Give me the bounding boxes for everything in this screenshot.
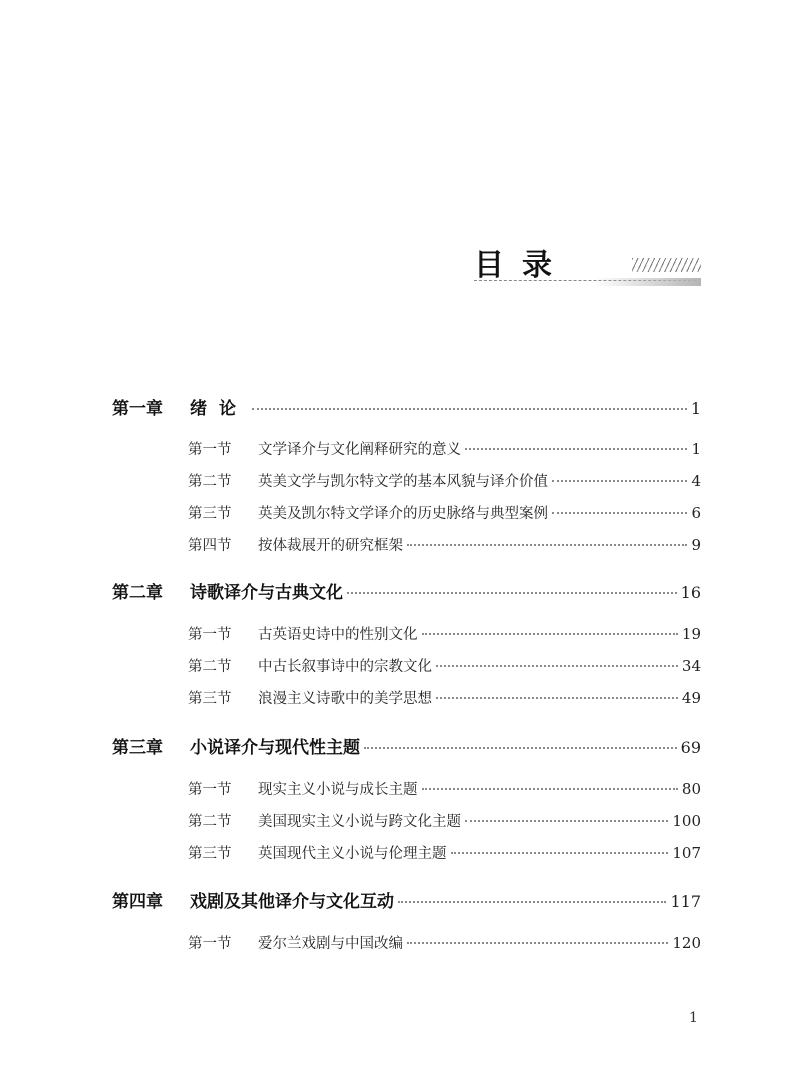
dot-leader: [552, 512, 687, 514]
toc-section-1-4[interactable]: [188, 534, 701, 555]
dot-leader: [436, 697, 678, 699]
section-label: 第四节: [188, 538, 232, 554]
section-title: 英美及凯尔特文学译介的历史脉络与典型案例: [258, 506, 548, 522]
page-number: 49: [681, 689, 701, 707]
heading-shaded-bar: [594, 278, 701, 286]
chapter-label: 第二章: [112, 583, 163, 603]
chapter-title: 诗歌译介与古典文化: [190, 583, 343, 603]
chapter-title: 绪论: [190, 399, 248, 419]
chapter-title: 小说译介与现代性主题: [190, 738, 360, 758]
section-label: 第二节: [188, 814, 232, 830]
section-label: 第一节: [188, 627, 232, 643]
page-number: 80: [681, 780, 701, 798]
dot-leader: [451, 852, 669, 854]
section-label: 第二节: [188, 474, 232, 490]
dot-leader: [465, 448, 687, 450]
section-title: 文学译介与文化阐释研究的意义: [258, 442, 461, 458]
toc-section-1-2[interactable]: [188, 470, 701, 491]
dot-leader: [252, 408, 687, 410]
dot-leader: [422, 633, 678, 635]
section-title: 英国现代主义小说与伦理主题: [258, 846, 447, 862]
page-number: 117: [670, 892, 701, 911]
section-label: 第三节: [188, 846, 232, 862]
chapter-title: 戏剧及其他译介与文化互动: [190, 892, 394, 912]
toc-section-2-1[interactable]: [188, 623, 701, 644]
section-label: 第一节: [188, 936, 232, 952]
page-number: 100: [672, 812, 701, 830]
section-label: 第二节: [188, 659, 232, 675]
dot-leader: [436, 665, 678, 667]
page-number: 9: [691, 536, 701, 554]
chapter-label: 第三章: [112, 738, 163, 758]
section-label: 第三节: [188, 691, 232, 707]
toc-section-1-3[interactable]: [188, 502, 701, 523]
toc-chapter-4[interactable]: [112, 887, 701, 912]
toc-heading: [474, 246, 701, 292]
section-label: 第一节: [188, 782, 232, 798]
section-title: 浪漫主义诗歌中的美学思想: [258, 691, 432, 707]
section-label: 第三节: [188, 506, 232, 522]
section-title: 美国现实主义小说与跨文化主题: [258, 814, 461, 830]
section-title: 古英语史诗中的性别文化: [258, 627, 418, 643]
page-number: 69: [680, 738, 701, 757]
page-number: 34: [681, 657, 701, 675]
toc-heading-title: 目录: [474, 248, 570, 283]
page-folio: 1: [689, 1010, 698, 1026]
toc-chapter-1[interactable]: [112, 394, 701, 419]
page-number: 4: [691, 472, 701, 490]
dot-leader: [347, 592, 677, 594]
page-number: 1: [690, 399, 701, 418]
page-number: 1: [691, 440, 701, 458]
toc-chapter-3[interactable]: [112, 733, 701, 758]
toc-section-3-2[interactable]: [188, 810, 701, 831]
dot-leader: [407, 942, 668, 944]
dot-leader: [552, 480, 687, 482]
toc-section-2-2[interactable]: [188, 655, 701, 676]
page-number: 107: [672, 844, 701, 862]
dot-leader: [407, 544, 687, 546]
section-title: 按体裁展开的研究框架: [258, 538, 403, 554]
toc-section-1-1[interactable]: [188, 438, 701, 459]
section-label: 第一节: [188, 442, 232, 458]
section-title: 现实主义小说与成长主题: [258, 782, 418, 798]
chapter-label: 第四章: [112, 892, 163, 912]
dot-leader: [465, 820, 668, 822]
page-number: 19: [681, 625, 701, 643]
toc-section-2-3[interactable]: [188, 687, 701, 708]
toc-chapter-2[interactable]: [112, 578, 701, 603]
toc-section-3-3[interactable]: [188, 842, 701, 863]
page-number: 6: [691, 504, 701, 522]
section-title: 爱尔兰戏剧与中国改编: [258, 936, 403, 952]
toc-section-3-1[interactable]: [188, 778, 701, 799]
page-number: 120: [672, 934, 701, 952]
page-number: 16: [680, 583, 701, 602]
chapter-label: 第一章: [112, 399, 163, 419]
section-title: 英美文学与凯尔特文学的基本风貌与译介价值: [258, 474, 548, 490]
toc-section-4-1[interactable]: [188, 932, 701, 953]
dot-leader: [422, 788, 678, 790]
dot-leader: [364, 747, 677, 749]
heading-hatch-ornament: [632, 258, 701, 272]
section-title: 中古长叙事诗中的宗教文化: [258, 659, 432, 675]
dot-leader: [398, 901, 666, 903]
